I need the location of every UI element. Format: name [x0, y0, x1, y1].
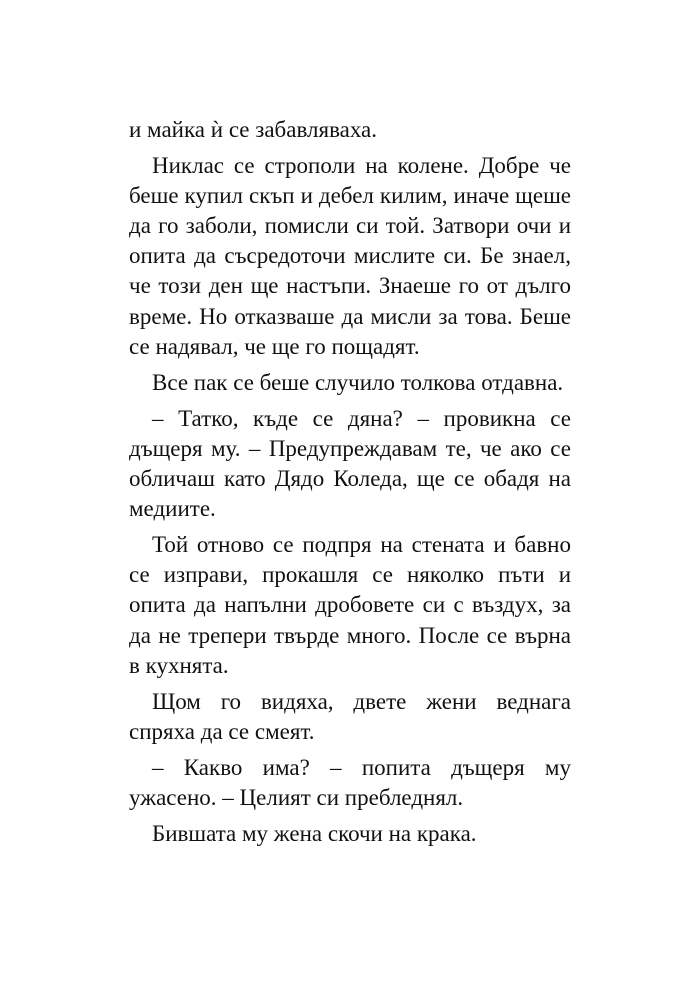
paragraph-2: Никлас се строполи на колене. Добре че беше купил скъп и дебел килим, иначе щеше да го заболи, помисли си той. Затвори очи и опита да съсредоточи мислите си. Бе знаел, че този ден ще настъпи. Знаеше го от дълго време. Но отказваше да мисли за това. Беше се надявал, че ще го пощадят. [129, 153, 571, 359]
page-text [129, 115, 571, 855]
paragraph-5: Той отново се подпря на стената и бавно се изправи, прокашля се няколко пъти и опита да напълни дробовете си с въздух, за да не трепери твърде много. После се върна в кухнята. [129, 532, 571, 678]
paragraph-7: – Какво има? – попита дъщеря му ужасено. – Целият си пребледнял. [129, 754, 571, 810]
paragraph-3: Все пак се беше случило толкова отдавна. [152, 369, 564, 395]
paragraph-6: Щом го видяха, двете жени веднага спряха да се смеят. [129, 688, 571, 744]
paragraph-1: и майка ѝ се забавляваха. [129, 117, 378, 142]
paragraph-8: Бившата му жена скочи на крака. [152, 821, 477, 847]
paragraph-4: – Татко, къде се дяна? – провикна се дъщеря му. – Предупреждавам те, че ако се обличаш като Дядо Коледа, ще се обадя на медиите. [129, 405, 571, 522]
